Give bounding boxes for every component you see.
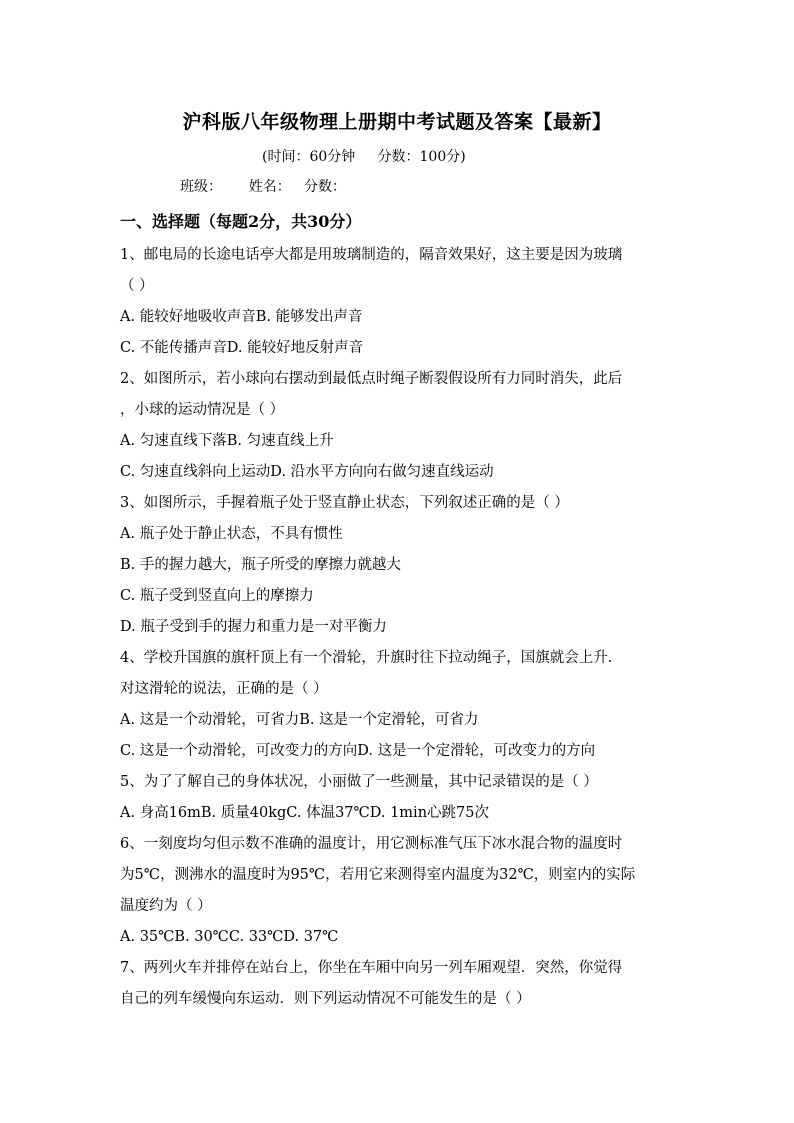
question-line: ，小球的运动情况是（ ） [120,402,285,418]
question-line: 6、一刻度均匀但示数不准确的温度计，用它测标准气压下冰水混合物的温度时 [120,836,623,852]
option-line: A. 身高16mB. 质量40kgC. 体温37℃D. 1min心跳75次 [120,805,489,821]
exam-time-score: (时间：60分钟 分数：100分) [262,149,466,165]
page-title: 沪科版八年级物理上册期中考试题及答案【最新】 [182,111,612,133]
question-line: （ ） [120,278,154,294]
option-line: A. 匀速直线下落B. 匀速直线上升 [120,433,334,449]
question-line: 温度约为（ ） [120,898,212,914]
option-line: A. 能较好地吸收声音B. 能够发出声音 [120,309,363,325]
question-line: 1、邮电局的长途电话亭大都是用玻璃制造的，隔音效果好，这主要是因为玻璃 [120,247,623,263]
question-line: 自己的列车缓慢向东运动．则下列运动情况不可能发生的是（ ） [120,991,531,1007]
question-line: 5、为了了解自己的身体状况，小丽做了一些测量，其中记录错误的是（ ） [120,774,598,790]
option-line: A. 瓶子处于静止状态，不具有惯性 [120,526,343,542]
question-line: 对这滑轮的说法，正确的是（ ） [120,681,328,697]
question-line: 3、如图所示，手握着瓶子处于竖直静止状态，下列叙述正确的是（ ） [120,495,569,511]
option-line: C. 这是一个动滑轮，可改变力的方向D. 这是一个定滑轮，可改变力的方向 [120,743,596,759]
option-line: A. 35℃B. 30℃C. 33℃D. 37℃ [120,929,339,945]
question-body [120,240,680,1015]
question-line: 7、两列火车并排停在站台上，你坐在车厢中向另一列车厢观望．突然，你觉得 [120,960,623,976]
option-line: B. 手的握力越大，瓶子所受的摩擦力就越大 [120,557,401,573]
question-line: 为5℃，测沸水的温度时为95℃，若用它来测得室内温度为32℃，则室内的实际 [120,867,636,883]
option-line: A. 这是一个动滑轮，可省力B. 这是一个定滑轮，可省力 [120,712,479,728]
option-line: C. 匀速直线斜向上运动D. 沿水平方向向右做匀速直线运动 [120,464,494,480]
section-heading: 一、选择题（每题2分，共30分） [120,212,362,231]
question-line: 4、学校升国旗的旗杆顶上有一个滑轮，升旗时往下拉动绳子，国旗就会上升. [120,650,613,666]
option-line: C. 瓶子受到竖直向上的摩擦力 [120,588,314,604]
question-line: 2、如图所示，若小球向右摆动到最低点时绳子断裂假设所有力同时消失，此后 [120,371,623,387]
student-info-line: 班级： 姓名： 分数： [180,179,347,195]
option-line: D. 瓶子受到手的握力和重力是一对平衡力 [120,619,387,635]
option-line: C. 不能传播声音D. 能较好地反射声音 [120,340,364,356]
